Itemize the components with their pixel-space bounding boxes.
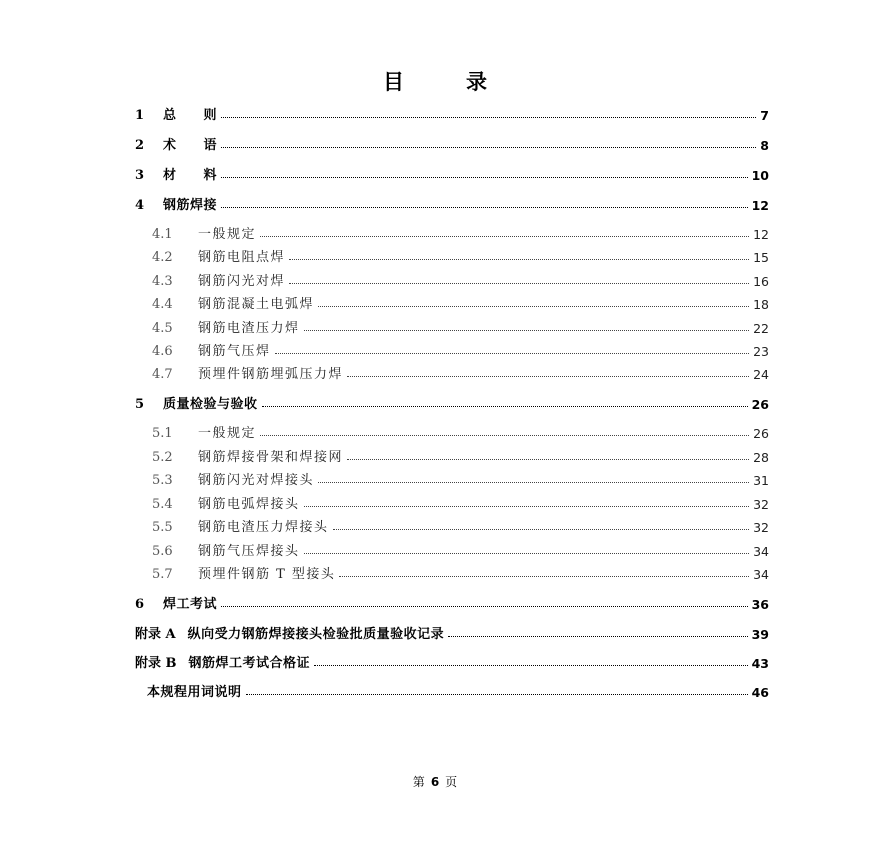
dot-leader bbox=[347, 375, 749, 377]
toc-entry[interactable] bbox=[135, 622, 769, 642]
toc-entry-number: 4.5 bbox=[152, 321, 173, 336]
toc-entry-number: 4.6 bbox=[152, 344, 173, 359]
toc-entry-page: 28 bbox=[753, 450, 769, 465]
toc-entry-number: 4.4 bbox=[152, 297, 173, 312]
toc-entry-page: 39 bbox=[751, 627, 769, 642]
toc-entry-number: 5.7 bbox=[152, 567, 173, 582]
dot-leader bbox=[347, 458, 749, 460]
toc-entry-number: 5.5 bbox=[152, 520, 173, 535]
toc-entry[interactable] bbox=[152, 492, 769, 512]
toc-entry[interactable] bbox=[152, 292, 769, 312]
toc-entry-page: 26 bbox=[751, 397, 769, 412]
title-left: 目 bbox=[383, 69, 404, 94]
toc-entry[interactable] bbox=[152, 316, 769, 336]
toc-entry-number: 附录 A bbox=[135, 627, 176, 642]
toc-entry-title: 钢筋电渣压力焊接头 bbox=[198, 520, 329, 535]
dot-leader bbox=[221, 605, 748, 607]
toc-entry-number: 4.7 bbox=[152, 367, 173, 382]
toc-entry-title: 一般规定 bbox=[198, 426, 257, 441]
toc-entry-title: 钢筋电阻点焊 bbox=[198, 250, 286, 265]
toc-entry[interactable] bbox=[152, 445, 769, 465]
toc-entry[interactable] bbox=[152, 421, 769, 441]
toc-entry-page: 34 bbox=[753, 567, 769, 582]
toc-entry-title: 钢筋气压焊接头 bbox=[198, 544, 300, 559]
toc-entry[interactable] bbox=[135, 193, 769, 213]
toc-entry-number: 5.4 bbox=[152, 497, 173, 512]
toc-entry-title: 预埋件钢筋 T 型接头 bbox=[198, 567, 336, 582]
toc-entry[interactable] bbox=[152, 468, 769, 488]
footer-page-number: 6 bbox=[430, 775, 440, 789]
toc-entry-page: 32 bbox=[753, 520, 769, 535]
dot-leader bbox=[314, 664, 748, 666]
toc-entry-page: 12 bbox=[751, 198, 769, 213]
toc-entry-title: 总 则 bbox=[163, 108, 218, 123]
toc-entry-page: 10 bbox=[751, 168, 769, 183]
toc-entry[interactable] bbox=[135, 680, 769, 700]
toc-entry[interactable] bbox=[152, 362, 769, 382]
title-right: 录 bbox=[466, 69, 487, 94]
toc-entry-number: 4.3 bbox=[152, 274, 173, 289]
toc-entry-title: 钢筋电渣压力焊 bbox=[198, 321, 300, 336]
dot-leader bbox=[304, 552, 750, 554]
toc-entry-page: 23 bbox=[753, 344, 769, 359]
dot-leader bbox=[246, 693, 748, 695]
toc-entry-page: 18 bbox=[753, 297, 769, 312]
dot-leader bbox=[304, 505, 750, 507]
toc-entry-title: 钢筋闪光对焊 bbox=[198, 274, 286, 289]
toc-entry[interactable] bbox=[135, 133, 769, 153]
toc-entry-page: 46 bbox=[751, 685, 769, 700]
toc-entry-page: 31 bbox=[753, 473, 769, 488]
dot-leader bbox=[304, 329, 750, 331]
toc-entry-page: 24 bbox=[753, 367, 769, 382]
dot-leader bbox=[318, 305, 749, 307]
toc-entry-number: 5.1 bbox=[152, 426, 173, 441]
toc-entry[interactable] bbox=[152, 562, 769, 582]
toc-entry-title: 术 语 bbox=[163, 138, 218, 153]
toc-entry-title: 钢筋焊工考试合格证 bbox=[188, 656, 311, 671]
dot-leader bbox=[275, 352, 750, 354]
toc-entry-page: 34 bbox=[753, 544, 769, 559]
toc-entry-page: 16 bbox=[753, 274, 769, 289]
toc-entry-title: 一般规定 bbox=[198, 227, 257, 242]
dot-leader bbox=[221, 206, 748, 208]
toc-entry-title: 质量检验与验收 bbox=[163, 397, 258, 412]
toc-entry[interactable] bbox=[152, 339, 769, 359]
toc-entry-title: 预埋件钢筋埋弧压力焊 bbox=[198, 367, 344, 382]
dot-leader bbox=[289, 282, 749, 284]
toc-entry-number: 5.3 bbox=[152, 473, 173, 488]
toc-entry-title: 钢筋焊接骨架和焊接网 bbox=[198, 450, 344, 465]
toc-entry-number: 5.2 bbox=[152, 450, 173, 465]
toc-entry[interactable] bbox=[152, 222, 769, 242]
toc-entry-page: 32 bbox=[753, 497, 769, 512]
dot-leader bbox=[318, 481, 749, 483]
page-footer bbox=[0, 773, 870, 790]
toc-entry-title: 本规程用词说明 bbox=[147, 685, 242, 700]
dot-leader bbox=[448, 635, 747, 637]
toc-entry[interactable] bbox=[152, 245, 769, 265]
toc-entry-number: 2 bbox=[135, 138, 145, 153]
toc-entry-number: 6 bbox=[135, 597, 145, 612]
toc-entry-title: 钢筋混凝土电弧焊 bbox=[198, 297, 315, 312]
toc-entry-title: 材 料 bbox=[163, 168, 218, 183]
toc-entry-title: 钢筋闪光对焊接头 bbox=[198, 473, 315, 488]
toc-entry[interactable] bbox=[152, 269, 769, 289]
dot-leader bbox=[260, 235, 749, 237]
dot-leader bbox=[260, 434, 749, 436]
toc-entry-number: 附录 B bbox=[135, 656, 177, 671]
dot-leader bbox=[333, 528, 750, 530]
dot-leader bbox=[262, 405, 748, 407]
toc-entry-number: 4.2 bbox=[152, 250, 173, 265]
toc-entry-page: 7 bbox=[760, 108, 769, 123]
toc-entry-page: 8 bbox=[760, 138, 769, 153]
toc-entry-number: 5 bbox=[135, 397, 145, 412]
dot-leader bbox=[221, 146, 756, 148]
toc-entry-title: 钢筋气压焊 bbox=[198, 344, 271, 359]
toc-entry-number: 4.1 bbox=[152, 227, 173, 242]
toc-entry[interactable] bbox=[152, 539, 769, 559]
dot-leader bbox=[289, 258, 749, 260]
toc-entry-page: 26 bbox=[753, 426, 769, 441]
toc-entry-number: 4 bbox=[135, 198, 145, 213]
dot-leader bbox=[221, 116, 756, 118]
dot-leader bbox=[339, 575, 749, 577]
toc-entry-page: 36 bbox=[751, 597, 769, 612]
toc-entry-page: 22 bbox=[753, 321, 769, 336]
toc-entry[interactable] bbox=[135, 103, 769, 123]
toc-entry[interactable] bbox=[135, 651, 769, 671]
toc-entry-title: 钢筋电弧焊接头 bbox=[198, 497, 300, 512]
toc-entry-page: 15 bbox=[753, 250, 769, 265]
footer-suffix: 页 bbox=[445, 775, 458, 789]
toc-entry-title: 纵向受力钢筋焊接接头检验批质量验收记录 bbox=[187, 627, 445, 642]
toc-entry-title: 焊工考试 bbox=[163, 597, 218, 612]
toc-entry[interactable] bbox=[135, 163, 769, 183]
toc-entry-title: 钢筋焊接 bbox=[163, 198, 218, 213]
toc-entry-page: 43 bbox=[751, 656, 769, 671]
dot-leader bbox=[221, 176, 748, 178]
footer-prefix: 第 bbox=[412, 775, 425, 789]
toc-entry-page: 12 bbox=[753, 227, 769, 242]
toc-entry[interactable] bbox=[152, 515, 769, 535]
toc-entry[interactable] bbox=[135, 592, 769, 612]
toc-entry-number: 1 bbox=[135, 108, 145, 123]
toc-entry[interactable] bbox=[135, 392, 769, 412]
toc-entry-number: 5.6 bbox=[152, 544, 173, 559]
toc-entry-number: 3 bbox=[135, 168, 145, 183]
